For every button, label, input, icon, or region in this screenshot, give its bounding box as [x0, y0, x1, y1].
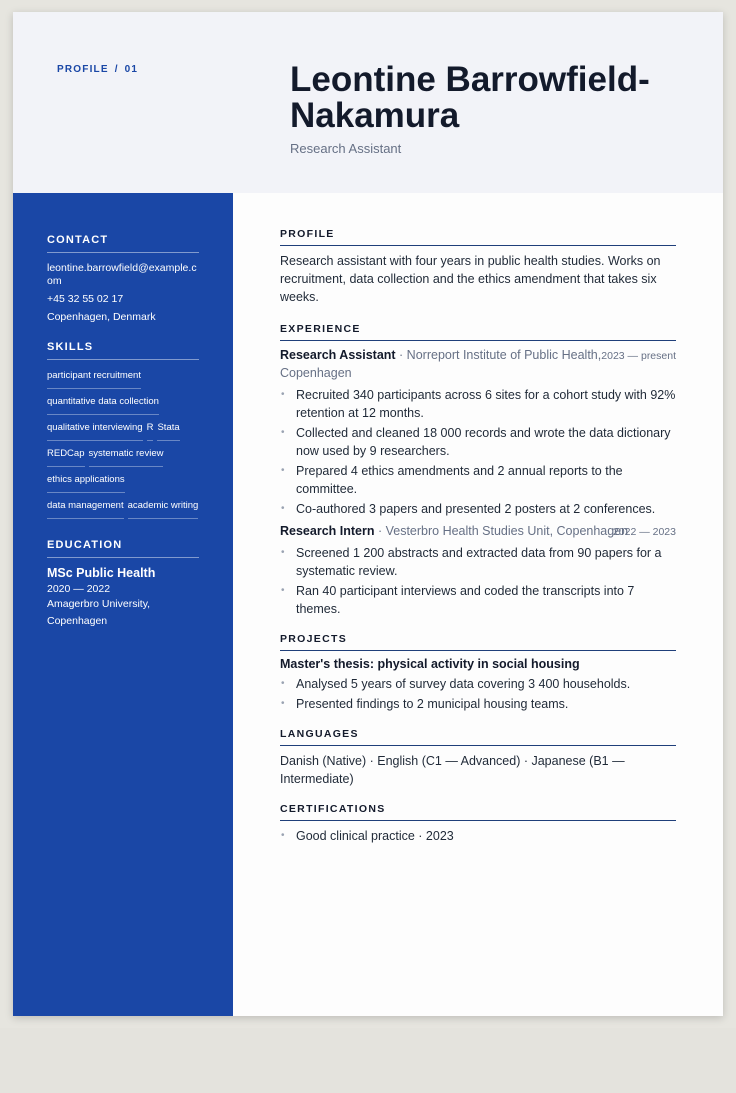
- skill-tag: REDCap: [47, 444, 85, 467]
- job-bullets: [280, 544, 676, 618]
- contact-phone[interactable]: +45 32 55 02 17: [47, 293, 124, 305]
- candidate-role: Research Assistant: [290, 141, 402, 156]
- profile-section: [280, 228, 676, 306]
- skill-tag: ethics applications: [47, 470, 125, 493]
- backdrop-band: [0, 1028, 736, 1093]
- projects-section: [280, 633, 676, 713]
- certification-item: • Good clinical practice · 2023: [280, 827, 676, 845]
- experience-section: [280, 323, 676, 618]
- skill-tag: participant recruitment: [47, 366, 141, 389]
- section-heading: PROFILE: [280, 228, 676, 246]
- project-title: Master's thesis: physical activity in social housing: [280, 657, 580, 671]
- education-heading: EDUCATION: [47, 539, 199, 558]
- resume-page: [13, 12, 723, 1016]
- job-org: · Vesterbro Health Studies Unit, Copenhagen: [374, 524, 629, 538]
- job-bullet: • Ran 40 participant interviews and coded the transcripts into 7 themes.: [280, 582, 676, 618]
- skills-heading: SKILLS: [47, 341, 199, 360]
- education-degree: MSc Public Health: [47, 566, 156, 580]
- certifications-section: [280, 803, 676, 845]
- languages-list: Danish (Native) · English (C1 — Advanced) · Japanese (B1 — Intermediate): [280, 754, 625, 786]
- job-header: [280, 346, 676, 382]
- contact-heading: CONTACT: [47, 234, 199, 253]
- candidate-name: Leontine Barrowfield-Nakamura: [290, 60, 650, 135]
- main-column: [280, 193, 676, 847]
- job-bullets: [280, 386, 676, 518]
- job-dates: 2022 — 2023: [612, 526, 676, 538]
- contact-block: [47, 262, 199, 324]
- section-heading: EXPERIENCE: [280, 323, 676, 341]
- job-header: [280, 522, 676, 540]
- skill-tag: academic writing: [128, 496, 199, 519]
- skill-tag: R: [147, 418, 154, 441]
- skill-tag: systematic review: [89, 444, 164, 467]
- skill-tag: data management: [47, 496, 124, 519]
- contact-email[interactable]: leontine.barrowfield@example.com: [47, 262, 197, 287]
- section-heading: CERTIFICATIONS: [280, 803, 676, 821]
- job-bullet: • Recruited 340 participants across 6 sites for a cohort study with 92% retention at 12 months.: [280, 386, 676, 422]
- skill-tag: quantitative data collection: [47, 392, 159, 415]
- education-school: Amagerbro University, Copenhagen: [47, 598, 151, 627]
- profile-summary: Research assistant with four years in public health studies. Works on recruitment, data collection and the ethics amendment that takes six weeks.: [280, 254, 661, 304]
- project-bullet: • Analysed 5 years of survey data covering 3 400 households.: [280, 675, 676, 693]
- skill-tag: Stata: [157, 418, 179, 441]
- project-bullet: • Presented findings to 2 municipal housing teams.: [280, 695, 676, 713]
- section-heading: LANGUAGES: [280, 728, 676, 746]
- job-bullet: • Prepared 4 ethics amendments and 2 annual reports to the committee.: [280, 462, 676, 498]
- sidebar: [13, 193, 233, 1016]
- job-entry: [280, 346, 676, 518]
- project-bullets: [280, 675, 676, 713]
- contact-location: Copenhagen, Denmark: [47, 311, 156, 323]
- skills-list: [47, 366, 203, 522]
- profile-kicker: PROFILE / 01: [57, 64, 139, 75]
- job-bullet: • Co-authored 3 papers and presented 2 posters at 2 conferences.: [280, 500, 676, 518]
- skill-tag: qualitative interviewing: [47, 418, 143, 441]
- certification-list: [280, 827, 676, 845]
- resume-header: [13, 12, 723, 193]
- education-years: 2020 — 2022: [47, 583, 111, 595]
- job-org: · Norreport Institute of Public Health, Copenhagen: [280, 348, 602, 380]
- job-title: Research Intern: [280, 524, 375, 538]
- job-bullet: • Collected and cleaned 18 000 records and wrote the data dictionary now used by 9 researchers.: [280, 424, 676, 460]
- job-bullet: • Screened 1 200 abstracts and extracted data from 90 papers for a systematic review.: [280, 544, 676, 580]
- job-entry: [280, 522, 676, 618]
- job-title: Research Assistant: [280, 348, 396, 362]
- section-heading: PROJECTS: [280, 633, 676, 651]
- languages-section: [280, 728, 676, 788]
- job-dates: 2023 — present: [601, 350, 676, 362]
